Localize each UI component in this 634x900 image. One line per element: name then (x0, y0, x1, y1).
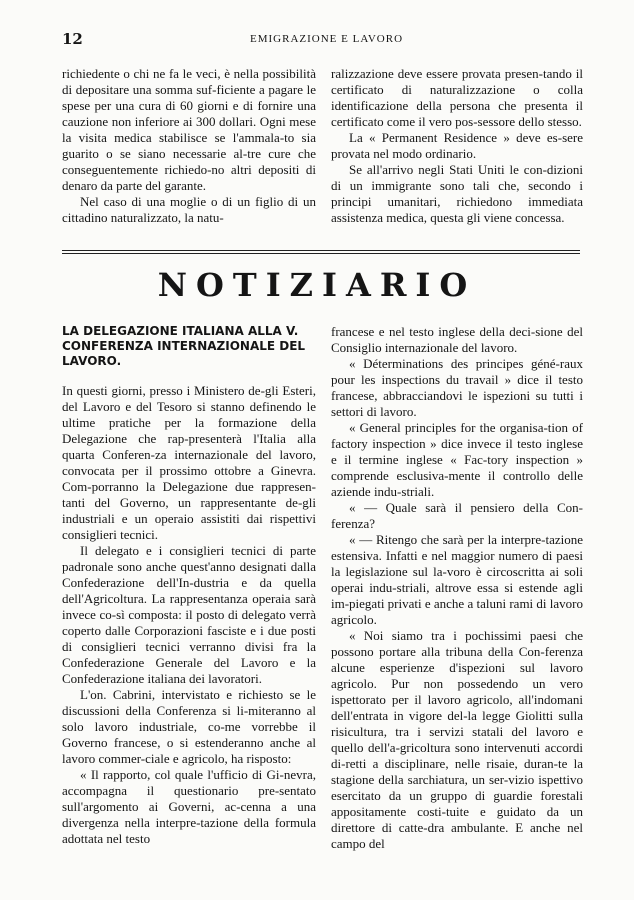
paragraph: « — Ritengo che sarà per la interpre-tazione estensiva. Infatti e nel maggior numero di paesi la legislazione sul la-voro è circoscritta ai soli operai indu-striali, altrove essa si estende agli im-piegati privati e anche a taluni rami di lavoro agricolo. (331, 532, 583, 627)
paragraph: « Il rapporto, col quale l'ufficio di Gi-nevra, accompagna il questionario pre-sentato sull'argomento ai Governi, ac-cenna a una divergenza nella interpre-tazione della formula adottata nel testo (62, 767, 316, 846)
divider (62, 250, 580, 251)
running-title: EMIGRAZIONE E LAVORO (250, 33, 404, 45)
top-left-column (62, 66, 316, 226)
paragraph: In questi giorni, presso i Ministero de-gli Esteri, del Lavoro e del Tesoro si stanno definendo le ultime pratiche per la formazione della Delegazione che rap-presenterà l'Italia alla quarta Conferen-za internazionale del lavoro, convocata per il prossimo ottobre a Ginevra. Com-porranno la Delegazione due rappresen-tanti del Governo, un rappresentante de-gli industriali e un operaio assistiti dai rispettivi consiglieri tecnici. (62, 383, 316, 542)
article-right-column (331, 324, 583, 852)
paragraph: « — Quale sarà il pensiero della Con-ferenza? (331, 500, 583, 531)
paragraph: L'on. Cabrini, intervistato e richiesto se le discussioni della Conferenza si li-miteranno al solo lavoro industriale, co-me vorrebbe il Governo francese, o si estenderanno anche al lavoro commer-ciale e agricolo, ha risposto: (62, 687, 316, 766)
page-number: 12 (62, 30, 83, 48)
article-heading: LA DELEGAZIONE ITALIANA ALLA V. CONFERENZA INTERNAZIONALE DEL LAVORO. (62, 324, 306, 368)
paragraph: ralizzazione deve essere provata presen-tando il certificato di naturalizzazione o colla identificazione della persona che presenta il certificato come il vero pos-sessore dello stesso. (331, 66, 583, 129)
paragraph: « Noi siamo tra i pochissimi paesi che possono portare alla tribuna della Con-ferenza alcune esperienze d'ispezioni sul lavoro agricolo. Pur non possedendo un vero ispettorato per il lavoro agricolo, all'indomani dell'entrata in vigore del-la legge Giolitti sulla risicultura, tra i servizi statali del lavoro e quello dell'a-gricoltura sono intervenuti accordi di-retti a disciplinare, nelle risaie, duran-te la stagione della sarchiatura, un ser-vizio ispettivo esercitato da un gruppo di guardie forestali appositamente costi-tuite e guidato da un direttore di catte-dra ambulante. E anche nel campo del (331, 628, 583, 851)
paragraph: « General principles for the organisa-tion of factory inspection » dice invece il testo inglese e il termine inglese « Fac-tory inspection » comprende esclusiva-mente il controllo delle aziende indu-striali. (331, 420, 583, 499)
paragraph: francese e nel testo inglese della deci-sione del Consiglio internazionale del lavoro. (331, 324, 583, 355)
paragraph: « Déterminations des principes géné-raux pour les inspections du travail » dice il testo francese, abbracciandovi le ispezioni su tutti i settori di lavoro. (331, 356, 583, 419)
section-title: NOTIZIARIO (157, 266, 477, 304)
paragraph: Il delegato e i consiglieri tecnici di parte padronale sono anche quest'anno designati dalla Confederazione dell'In-dustria e da quella dell'Agricoltura. La rappresentanza operaia sarà invece co-sì composta: il posto di delegato verrà coperto dalle Corporazioni fasciste e i due posti di consiglieri tecnici verranno divisi fra la Confederazione Generale del Lavoro e la Confederazione italiana dei lavoratori. (62, 543, 316, 686)
paragraph: richiedente o chi ne fa le veci, è nella possibilità di depositare una somma suf-ficiente a pagare le spese per una cura di 60 giorni e di fornire una cauzione non inferiore ai 300 dollari. Ogni mese la visita medica stabilisce se l'ammala-to sia guarito o se siano necessarie al-tre cure che conseguentemente richiedo-no altri depositi di denaro da parte del garante. (62, 66, 316, 193)
divider (62, 253, 580, 254)
paragraph: La « Permanent Residence » deve es-sere provata nel modo ordinario. (331, 130, 583, 161)
paragraph: Se all'arrivo negli Stati Uniti le con-dizioni di un immigrante sono tali che, secondo i principi umanitari, richiedono immediata assistenza medica, questa gli viene concessa. (331, 162, 583, 225)
paragraph: Nel caso di una moglie o di un figlio di un cittadino naturalizzato, la natu- (62, 194, 316, 225)
article-left-column (62, 324, 316, 847)
top-right-column (331, 66, 583, 226)
